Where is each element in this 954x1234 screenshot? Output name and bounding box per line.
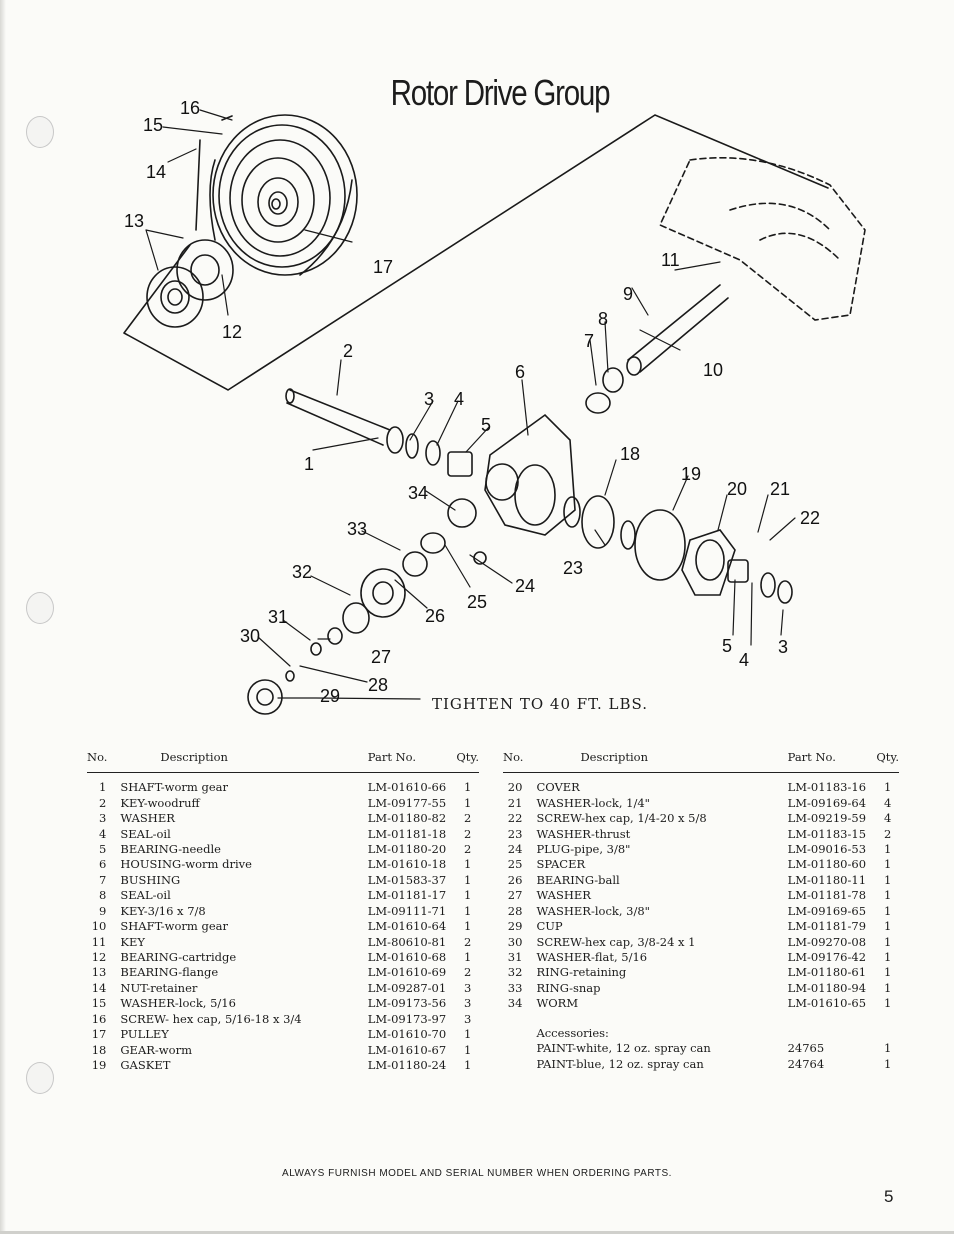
part-number: LM-01181-18	[367, 826, 447, 841]
part-description: NUT-retainer	[120, 980, 198, 995]
part-quantity: 1	[883, 780, 892, 795]
callout-number: 14	[146, 162, 167, 182]
part-quantity: 1	[463, 1042, 472, 1057]
part-description: WASHER-lock, 5/16	[120, 996, 236, 1011]
callout-number: 9	[623, 284, 634, 304]
part-quantity: 1	[463, 919, 472, 934]
torque-note: TIGHTEN TO 40 FT. LBS.	[432, 695, 649, 713]
callout-number: 32	[292, 562, 313, 582]
callout-number: 19	[681, 464, 702, 484]
part-quantity: 1	[463, 1058, 472, 1073]
callout-number: 13	[124, 211, 145, 231]
callout-number: 8	[598, 309, 609, 329]
ordering-footer: ALWAYS FURNISH MODEL AND SERIAL NUMBER WHEN ORDERING PARTS.	[282, 1168, 672, 1179]
callout-number: 24	[515, 576, 536, 596]
part-number-index: 21	[507, 795, 523, 810]
part-number: LM-01181-17	[367, 888, 447, 903]
table-row	[87, 888, 479, 903]
part-number-index	[503, 1056, 536, 1071]
callout-number: 34	[408, 483, 429, 503]
part-number: 24765	[787, 1041, 825, 1056]
gear-cover-drawing	[564, 496, 792, 603]
table-row	[87, 904, 479, 919]
part-number-index: 2	[99, 795, 107, 810]
part-number: LM-09111-71	[367, 903, 447, 918]
header-no: No.	[503, 750, 536, 773]
part-number-index: 9	[99, 903, 107, 918]
callout-number: 10	[703, 360, 724, 380]
part-description: BEARING-flange	[120, 965, 219, 980]
part-quantity: 1	[463, 888, 472, 903]
part-number-index: 17	[91, 1027, 107, 1042]
table-row	[503, 981, 899, 996]
part-quantity: 3	[463, 996, 472, 1011]
part-description: KEY-3/16 x 7/8	[120, 903, 206, 918]
table-row	[87, 1012, 479, 1027]
table-row	[87, 996, 479, 1011]
part-description: BUSHING	[120, 872, 181, 887]
part-quantity: 1	[883, 950, 892, 965]
part-number: LM-01183-15	[787, 826, 867, 841]
table-row	[503, 1056, 899, 1071]
part-description: RING-snap	[536, 980, 601, 995]
callout-number: 29	[320, 686, 341, 706]
page-title: Rotor Drive Group	[390, 72, 610, 114]
part-description: WASHER-lock, 3/8"	[536, 903, 650, 918]
callout-number: 15	[143, 115, 164, 135]
pulley-drawing	[210, 115, 357, 275]
callout-number: 2	[343, 341, 354, 361]
callout-number: 26	[425, 606, 446, 626]
part-number-index: 10	[91, 919, 107, 934]
part-quantity: 1	[883, 888, 892, 903]
table-row	[87, 873, 479, 888]
callout-number: 6	[515, 362, 526, 382]
part-number-index: 3	[99, 811, 107, 826]
part-number: LM-01610-67	[367, 1042, 447, 1057]
part-number-index: 31	[507, 950, 523, 965]
table-row	[503, 965, 899, 980]
table-row	[87, 811, 479, 826]
table-row	[87, 1027, 479, 1042]
callout-number: 5	[481, 415, 492, 435]
callout-number: 30	[240, 626, 261, 646]
part-number: LM-09270-08	[787, 934, 867, 949]
part-number-index: 19	[91, 1058, 107, 1073]
part-number: LM-09176-42	[787, 950, 867, 965]
part-description: WASHER	[536, 888, 591, 903]
callout-number: 5	[722, 636, 733, 656]
part-number-index: 7	[99, 872, 107, 887]
callout-number: 28	[368, 675, 389, 695]
part-quantity: 1	[883, 903, 892, 918]
callout-number: 27	[371, 647, 392, 667]
parts-table-left	[87, 750, 479, 1073]
callout-number: 16	[180, 98, 201, 118]
part-quantity: 2	[463, 811, 472, 826]
part-number-index: 4	[99, 826, 107, 841]
part-quantity: 1	[883, 934, 892, 949]
part-quantity: 1	[463, 1027, 472, 1042]
header-part-no: Part No.	[368, 750, 457, 773]
part-number: LM-09173-97	[367, 1011, 447, 1026]
part-number: LM-01181-78	[787, 888, 867, 903]
part-number: LM-01181-79	[787, 919, 867, 934]
part-number: LM-01180-94	[787, 980, 867, 995]
part-description: BEARING-needle	[120, 841, 221, 856]
table-row	[87, 934, 479, 949]
part-description: SCREW-hex cap, 1/4-20 x 5/8	[536, 811, 707, 826]
callout-number: 23	[563, 558, 584, 578]
callout-number: 20	[727, 479, 748, 499]
part-quantity: 1	[883, 1056, 892, 1071]
callout-number: 4	[454, 389, 465, 409]
part-quantity: 1	[883, 872, 892, 887]
part-description: SHAFT-worm gear	[120, 780, 228, 795]
part-description: KEY	[120, 934, 145, 949]
part-number-index: 29	[507, 919, 523, 934]
part-number: LM-09169-64	[787, 795, 867, 810]
flange-bearing-drawing	[147, 116, 233, 327]
table-row	[503, 919, 899, 934]
header-description: Description	[120, 750, 367, 773]
part-number: LM-01180-24	[367, 1058, 447, 1073]
accessories-label: Accessories:	[536, 1025, 609, 1040]
part-number-index: 22	[507, 811, 523, 826]
part-description: SEAL-oil	[120, 888, 171, 903]
part-number-index	[503, 1041, 536, 1056]
spacer-cell	[503, 1012, 536, 1041]
part-description: SPACER	[536, 857, 586, 872]
part-number-index: 8	[99, 888, 107, 903]
part-quantity: 1	[463, 795, 472, 810]
part-number: LM-01180-60	[787, 857, 867, 872]
parts-table-right	[503, 750, 899, 1072]
page-number: 5	[884, 1187, 894, 1206]
part-number-index: 12	[91, 950, 107, 965]
callout-number: 21	[770, 479, 791, 499]
exploded-parts-diagram	[0, 90, 954, 730]
part-number: LM-09177-55	[367, 795, 447, 810]
part-number: LM-01610-18	[367, 857, 447, 872]
callout-number: 3	[424, 389, 435, 409]
callout-number: 33	[347, 519, 368, 539]
callout-number: 12	[222, 322, 243, 342]
callout-number: 31	[268, 607, 289, 627]
part-number-index: 34	[507, 996, 523, 1011]
table-row	[503, 888, 899, 903]
part-number-index: 16	[91, 1011, 107, 1026]
table-row	[87, 950, 479, 965]
table-row	[503, 857, 899, 872]
header-qty: Qty.	[456, 750, 479, 773]
part-number: LM-01583-37	[367, 872, 447, 887]
part-description: PLUG-pipe, 3/8"	[536, 841, 631, 856]
worm-drive-housing-drawing	[485, 415, 575, 535]
table-row	[87, 773, 479, 796]
part-description: CUP	[536, 919, 563, 934]
part-number-index: 6	[99, 857, 107, 872]
part-quantity: 2	[463, 965, 472, 980]
table-row	[87, 1042, 479, 1057]
part-quantity: 2	[463, 841, 472, 856]
part-number: LM-01610-65	[787, 996, 867, 1011]
header-description: Description	[536, 750, 787, 773]
part-quantity: 4	[883, 795, 892, 810]
table-row	[503, 873, 899, 888]
table-header-row	[87, 750, 479, 773]
table-row	[503, 996, 899, 1011]
part-description: SCREW- hex cap, 5/16-18 x 3/4	[120, 1011, 302, 1026]
part-description: WASHER-flat, 5/16	[536, 950, 648, 965]
part-description: PULLEY	[120, 1027, 169, 1042]
part-number-index: 32	[507, 965, 523, 980]
part-number: LM-01180-82	[367, 811, 447, 826]
table-row	[87, 965, 479, 980]
part-number-index: 14	[91, 980, 107, 995]
table-row	[503, 842, 899, 857]
part-quantity: 3	[463, 1011, 472, 1026]
part-quantity: 1	[883, 980, 892, 995]
part-number-index: 15	[91, 996, 107, 1011]
callout-number: 22	[800, 508, 821, 528]
part-number-index: 23	[507, 826, 523, 841]
table-row	[87, 857, 479, 872]
callout-number: 4	[739, 650, 750, 670]
part-quantity: 1	[883, 965, 892, 980]
part-number: LM-01183-16	[787, 780, 867, 795]
part-quantity: 1	[883, 919, 892, 934]
part-number-index: 18	[91, 1042, 107, 1057]
part-number-index: 13	[91, 965, 107, 980]
part-number-index: 5	[99, 841, 107, 856]
punch-hole-3	[26, 1062, 54, 1094]
part-description: GASKET	[120, 1058, 171, 1073]
part-number: LM-01610-69	[367, 965, 447, 980]
part-number-index: 20	[507, 780, 523, 795]
part-description: COVER	[536, 780, 580, 795]
table-row	[503, 811, 899, 826]
table-row	[503, 773, 899, 796]
part-description: PAINT-white, 12 oz. spray can	[536, 1041, 711, 1056]
part-number: LM-01610-66	[367, 780, 447, 795]
part-description: WASHER-lock, 1/4"	[536, 795, 650, 810]
part-description: BEARING-cartridge	[120, 950, 237, 965]
header-part-no: Part No.	[788, 750, 877, 773]
part-quantity: 1	[883, 857, 892, 872]
part-number-index: 1	[99, 780, 107, 795]
table-row	[503, 904, 899, 919]
part-number: 24764	[787, 1056, 825, 1071]
part-quantity: 1	[463, 903, 472, 918]
part-description: WASHER-thrust	[536, 826, 631, 841]
table-header-row	[503, 750, 899, 773]
part-quantity: 1	[883, 1041, 892, 1056]
part-quantity: 1	[883, 841, 892, 856]
part-number-index: 28	[507, 903, 523, 918]
part-number: LM-01610-70	[367, 1027, 447, 1042]
part-number-index: 30	[507, 934, 523, 949]
part-number: LM-01180-11	[787, 872, 867, 887]
table-row	[87, 1058, 479, 1073]
part-number: LM-09287-01	[367, 980, 447, 995]
part-number: LM-09016-53	[787, 841, 867, 856]
part-quantity: 1	[883, 996, 892, 1011]
part-number: LM-09173-56	[367, 996, 447, 1011]
callout-number: 18	[620, 444, 641, 464]
accessories-heading-row	[503, 1012, 899, 1041]
rotor-housing-drawing	[660, 158, 865, 320]
table-row	[87, 981, 479, 996]
part-number-index: 25	[507, 857, 523, 872]
table-row	[87, 919, 479, 934]
part-quantity: 4	[883, 811, 892, 826]
part-description: HOUSING-worm drive	[120, 857, 252, 872]
part-number-index: 27	[507, 888, 523, 903]
part-description: BEARING-ball	[536, 872, 620, 887]
part-description: SCREW-hex cap, 3/8-24 x 1	[536, 934, 696, 949]
header-no: No.	[87, 750, 120, 773]
callout-number: 7	[584, 331, 595, 351]
table-row	[503, 1041, 899, 1056]
part-number-index: 24	[507, 841, 523, 856]
part-quantity: 2	[883, 826, 892, 841]
table-row	[503, 795, 899, 810]
part-number: LM-01610-64	[367, 919, 447, 934]
part-description: PAINT-blue, 12 oz. spray can	[536, 1056, 704, 1071]
part-number-index: 26	[507, 872, 523, 887]
part-description: GEAR-worm	[120, 1042, 192, 1057]
callout-number: 25	[467, 592, 488, 612]
part-number-index: 11	[91, 934, 107, 949]
callout-number: 3	[778, 637, 789, 657]
callout-number: 1	[304, 454, 315, 474]
part-quantity: 1	[463, 857, 472, 872]
table-row	[503, 950, 899, 965]
part-number: LM-09219-59	[787, 811, 867, 826]
header-qty: Qty.	[876, 750, 899, 773]
callout-number: 17	[373, 257, 394, 277]
part-number-index: 33	[507, 980, 523, 995]
part-number: LM-01180-20	[367, 841, 447, 856]
table-row	[87, 842, 479, 857]
table-row	[87, 795, 479, 810]
part-quantity: 1	[463, 872, 472, 887]
part-description: SEAL-oil	[120, 826, 171, 841]
part-description: WASHER	[120, 811, 175, 826]
part-number: LM-01610-68	[367, 950, 447, 965]
upper-shaft-drawing	[586, 285, 728, 413]
table-row	[503, 826, 899, 841]
part-quantity: 2	[463, 934, 472, 949]
part-quantity: 2	[463, 826, 472, 841]
part-quantity: 3	[463, 980, 472, 995]
table-row	[87, 826, 479, 841]
part-number: LM-09169-65	[787, 903, 867, 918]
part-number: LM-80610-81	[367, 934, 447, 949]
part-description: KEY-woodruff	[120, 795, 200, 810]
part-quantity: 1	[463, 950, 472, 965]
part-description: RING-retaining	[536, 965, 627, 980]
part-quantity: 1	[463, 780, 472, 795]
part-number: LM-01180-61	[787, 965, 867, 980]
part-description: SHAFT-worm gear	[120, 919, 228, 934]
callout-number: 11	[661, 250, 680, 270]
table-row	[503, 934, 899, 949]
part-description: WORM	[536, 996, 579, 1011]
